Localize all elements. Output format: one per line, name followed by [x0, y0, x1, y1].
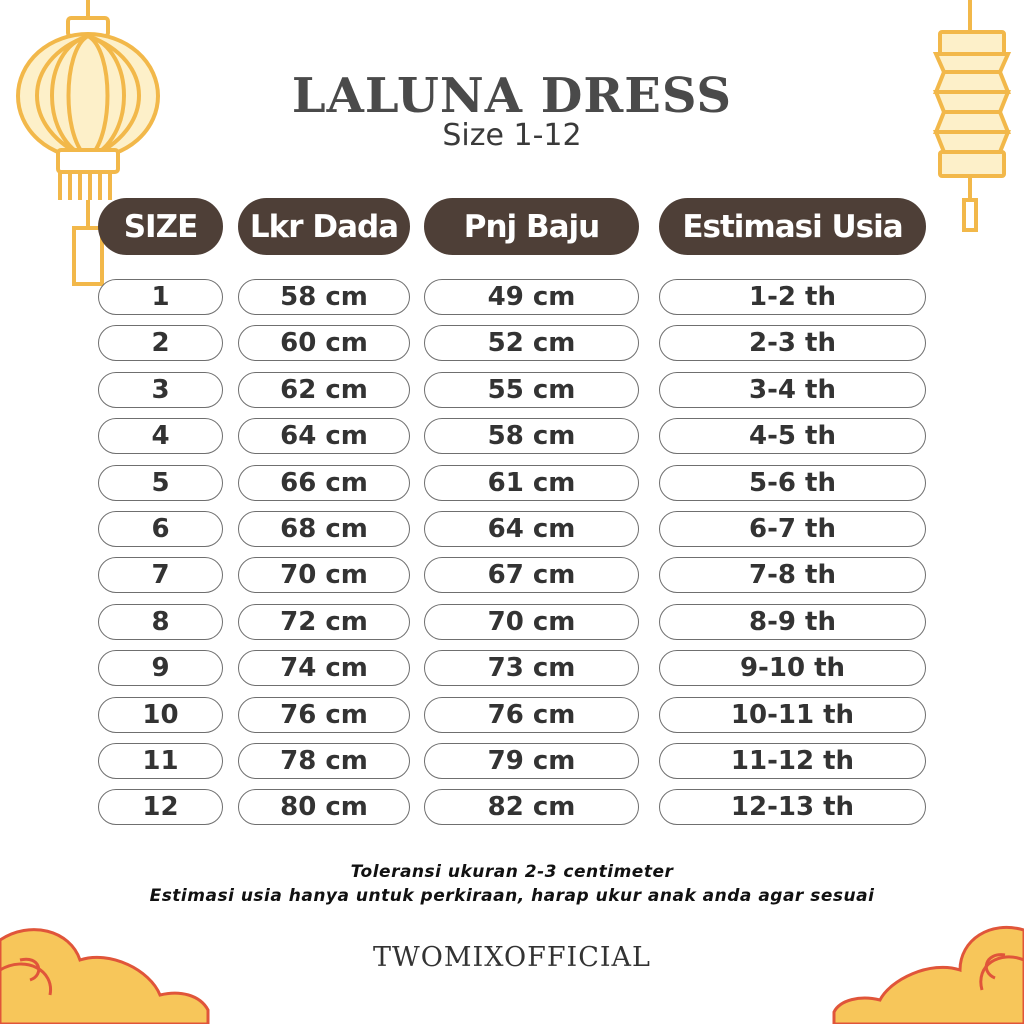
tolerance-note: Toleransi ukuran 2-3 centimeter [350, 862, 674, 882]
length-cell: 76 cm [424, 697, 639, 733]
size-cell: 11 [98, 743, 223, 779]
age-cell: 6-7 th [659, 511, 926, 547]
size-cell: 6 [98, 511, 223, 547]
chest-cell: 72 cm [238, 604, 410, 640]
age-cell: 2-3 th [659, 325, 926, 361]
length-cell: 70 cm [424, 604, 639, 640]
age-cell: 1-2 th [659, 279, 926, 315]
size-cell: 5 [98, 465, 223, 501]
chest-cell: 62 cm [238, 372, 410, 408]
chest-cell: 58 cm [238, 279, 410, 315]
page-subtitle: Size 1-12 [442, 118, 582, 153]
header-length: Pnj Baju [424, 198, 639, 255]
size-cell: 2 [98, 325, 223, 361]
length-cell: 49 cm [424, 279, 639, 315]
column-age [659, 198, 926, 836]
age-cell: 7-8 th [659, 557, 926, 593]
length-cell: 52 cm [424, 325, 639, 361]
size-cell: 10 [98, 697, 223, 733]
age-cell: 9-10 th [659, 650, 926, 686]
size-cell: 9 [98, 650, 223, 686]
size-cell: 7 [98, 557, 223, 593]
length-cell: 58 cm [424, 418, 639, 454]
chest-cell: 66 cm [238, 465, 410, 501]
chest-cell: 80 cm [238, 789, 410, 825]
age-estimate-note: Estimasi usia hanya untuk perkiraan, harap ukur anak anda agar sesuai [149, 886, 875, 906]
header-size: SIZE [98, 198, 223, 255]
chest-cell: 60 cm [238, 325, 410, 361]
header-chest: Lkr Dada [238, 198, 410, 255]
age-cell: 11-12 th [659, 743, 926, 779]
chest-cell: 70 cm [238, 557, 410, 593]
size-cell: 8 [98, 604, 223, 640]
length-cell: 82 cm [424, 789, 639, 825]
age-cell: 10-11 th [659, 697, 926, 733]
age-cell: 3-4 th [659, 372, 926, 408]
length-cell: 67 cm [424, 557, 639, 593]
column-size [98, 198, 223, 836]
length-cell: 73 cm [424, 650, 639, 686]
page-title: LALUNA DRESS [291, 68, 733, 124]
chest-cell: 64 cm [238, 418, 410, 454]
chest-cell: 68 cm [238, 511, 410, 547]
length-cell: 61 cm [424, 465, 639, 501]
length-cell: 55 cm [424, 372, 639, 408]
chest-cell: 78 cm [238, 743, 410, 779]
age-cell: 8-9 th [659, 604, 926, 640]
chest-cell: 74 cm [238, 650, 410, 686]
length-cell: 79 cm [424, 743, 639, 779]
chest-cell: 76 cm [238, 697, 410, 733]
age-cell: 5-6 th [659, 465, 926, 501]
length-cell: 64 cm [424, 511, 639, 547]
age-cell: 4-5 th [659, 418, 926, 454]
size-cell: 12 [98, 789, 223, 825]
size-cell: 3 [98, 372, 223, 408]
size-cell: 4 [98, 418, 223, 454]
column-length [424, 198, 639, 836]
brand-name: TWOMIXOFFICIAL [373, 942, 651, 973]
column-chest [238, 198, 410, 836]
header-age: Estimasi Usia [659, 198, 926, 255]
age-cell: 12-13 th [659, 789, 926, 825]
size-cell: 1 [98, 279, 223, 315]
